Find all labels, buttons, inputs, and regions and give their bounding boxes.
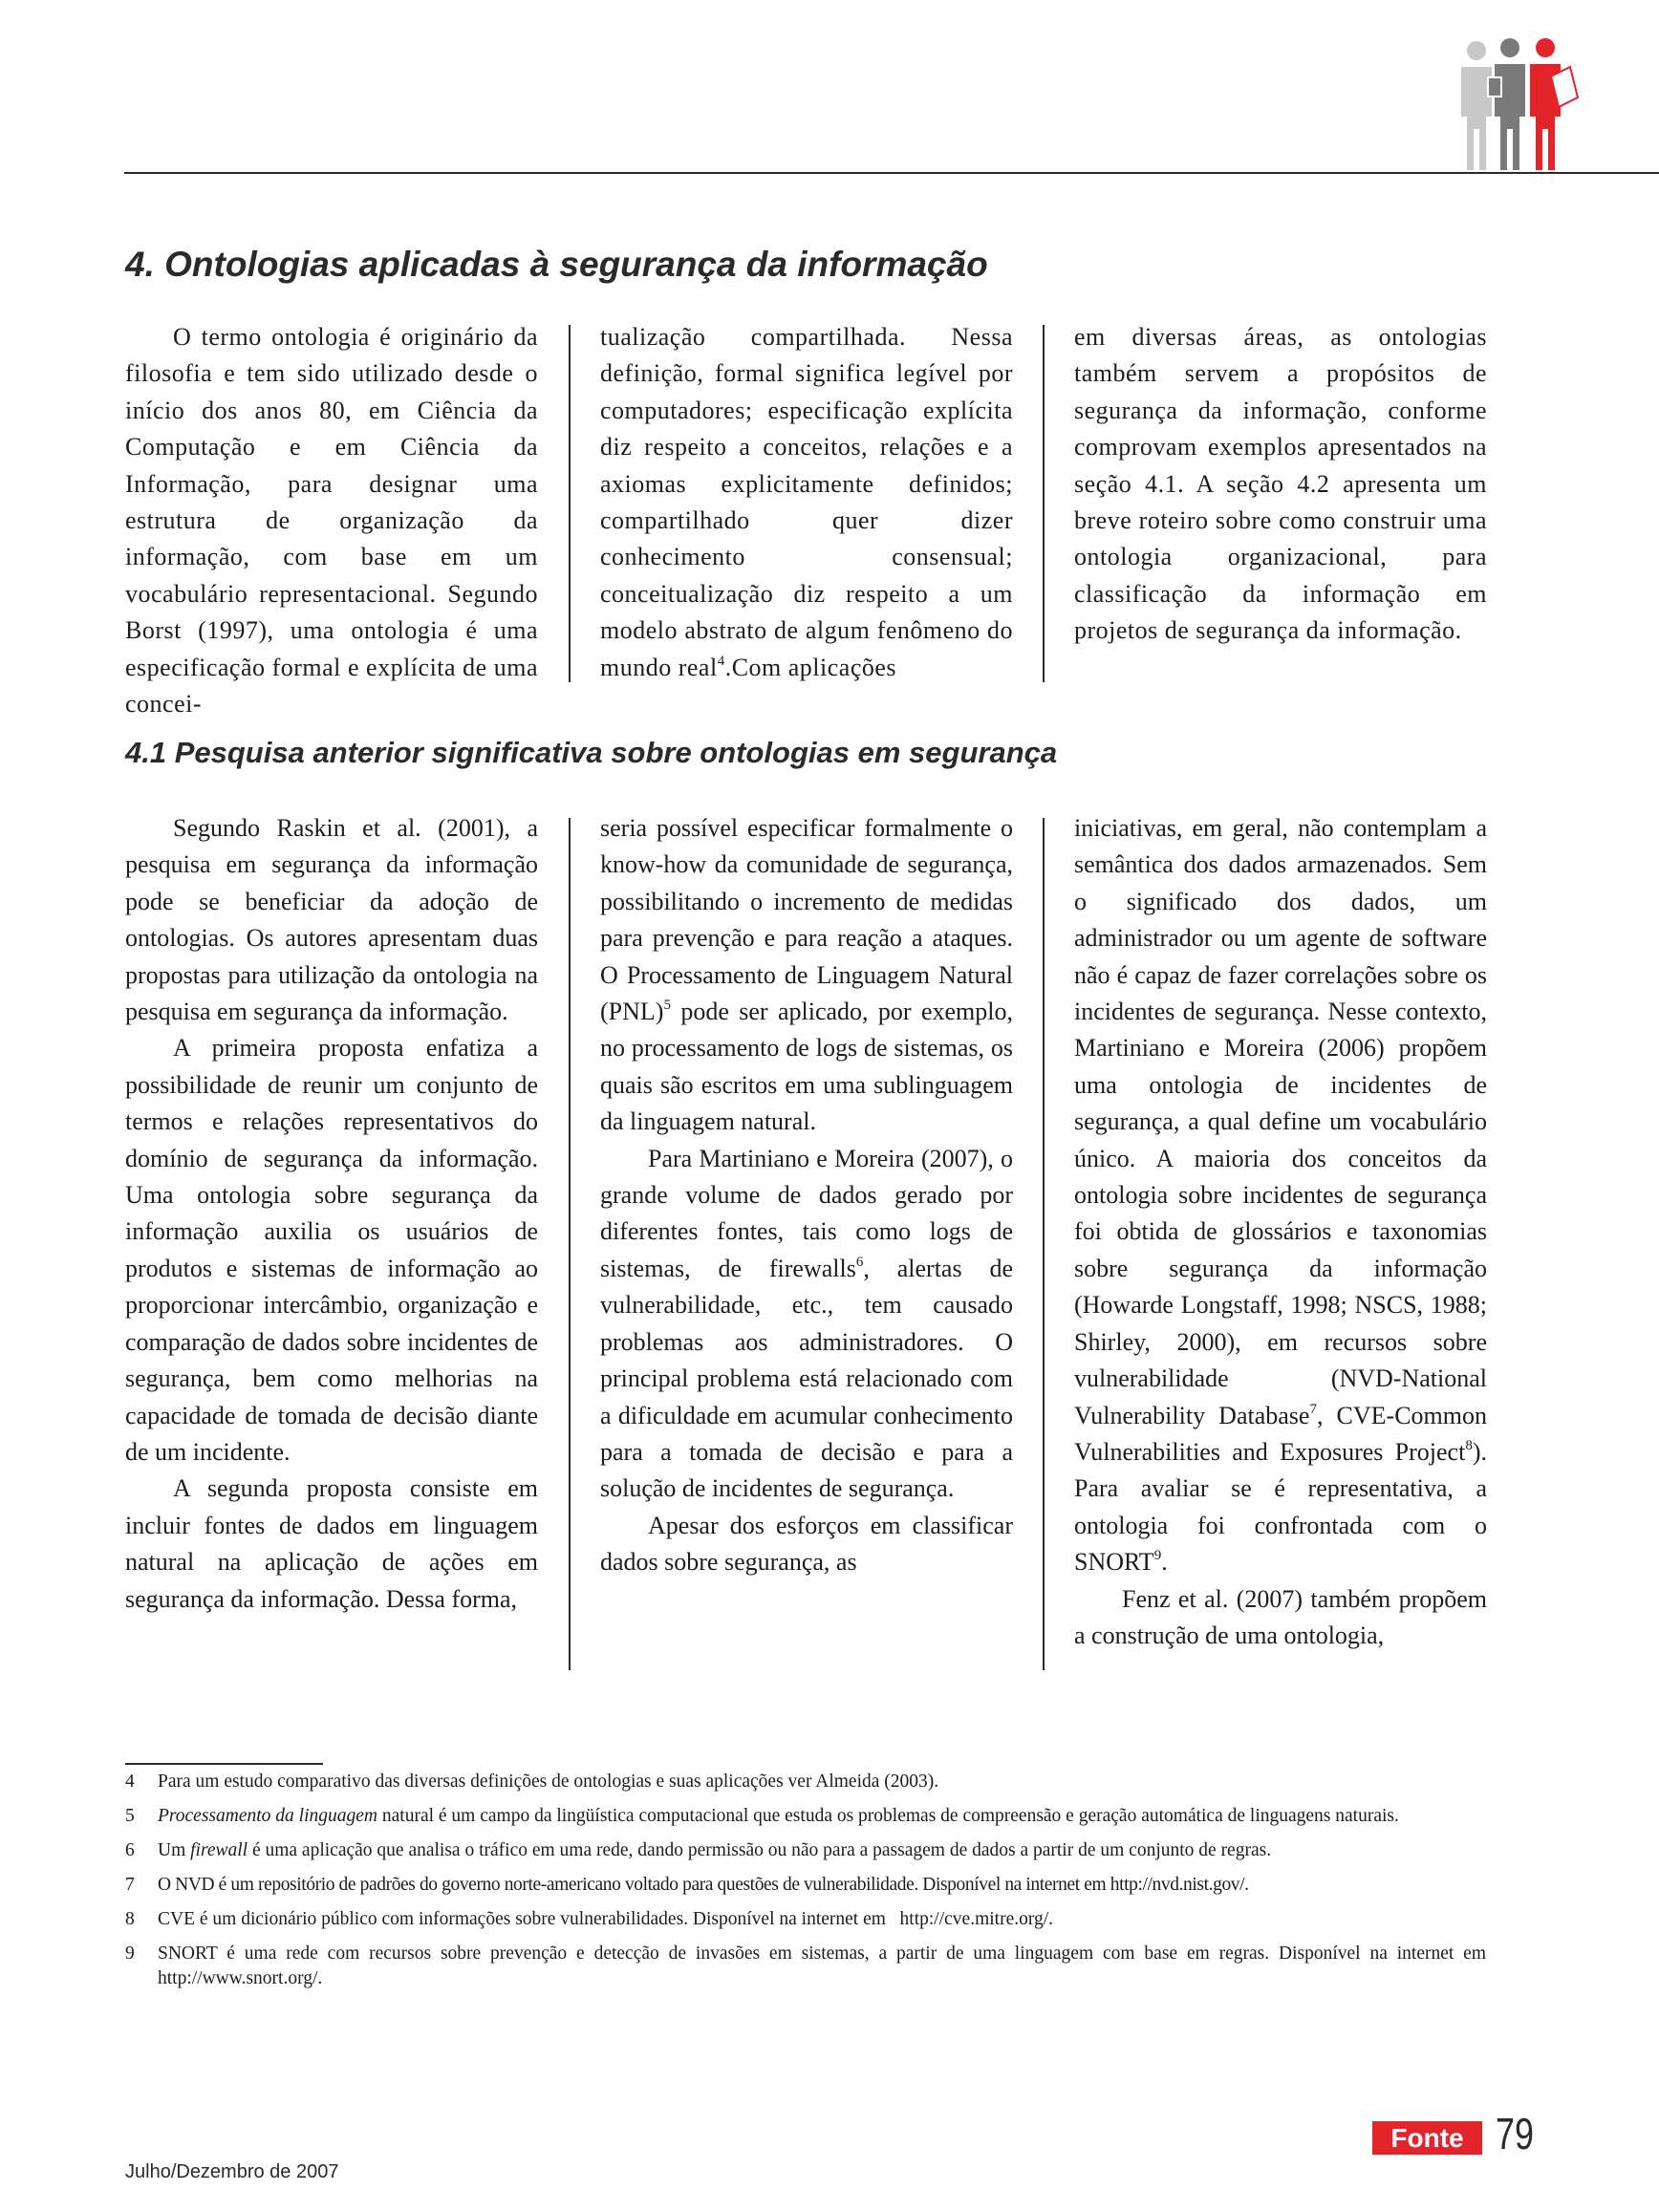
footnote-number: 4 [125,1772,135,1792]
person-figure-light [1461,41,1492,170]
page-number: 79 [1496,2109,1534,2158]
footnote-italic-term: firewall [190,1840,248,1860]
paragraph-text: , CVE-Common Vulnerabilities and Exposures Project [1074,1401,1487,1466]
footnote-number: 5 [125,1806,135,1826]
paragraph-text: ). Para avaliar se é representativa, a ontologia foi confrontada com o SNORT [1074,1437,1487,1577]
footnote-number: 7 [125,1875,135,1895]
footnote-ref-8: 8 [1465,1437,1473,1453]
section-4-column-2 [600,319,1013,686]
footnote-ref-6: 6 [855,1254,864,1270]
section-4-1-column-1 [125,810,538,1618]
footnote-italic-term: Processamento da linguagem [158,1806,377,1826]
paragraph: O termo ontologia é originário da filosofia e tem sido utilizado desde o início dos anos 80, em Ciência da Computação e em Ciência da Informação, para designar uma estrutura de organização da informação, com base em um vocabulário representacional. Segundo Borst (1997), uma ontologia é uma especificação formal e explícita de uma concei- [125,323,538,719]
section-4-column-1 [125,319,538,722]
footnote-7 [125,1873,1486,1898]
paragraph [600,1141,1013,1508]
paragraph [600,810,1013,1141]
footnote-text: O NVD é um repositório de padrões do governo norte-americano voltado para questões de vulnerabilidade. Disponível na internet em http://nvd.nist.gov/. [158,1875,1249,1895]
paragraph: em diversas áreas, as ontologias também servem a propósitos de segurança da informação, conforme comprovam exemplos apresentados na seção 4.1. A seção 4.2 apresenta um breve roteiro sobre como construir uma ontologia organizacional, para classificação da informação em projetos de segurança da informação. [1074,323,1487,645]
footnote-9 [125,1942,1486,1991]
paragraph-text: Para Martiniano e Moreira (2007), o grande volume de dados gerado por diferentes fontes, tais como logs de sistemas, de firewalls [600,1144,1013,1282]
footnote-ref-7: 7 [1309,1401,1317,1417]
footnote-6 [125,1838,1486,1863]
section-4-1-column-3 [1074,810,1487,1654]
paragraph-text: seria possível especificar formalmente o know-how da comunidade de segurança, possibilitando o incremento de medidas para prevenção e para reação a ataques. O Processamento de Linguagem Natural (PNL) [600,814,1013,1026]
magazine-brand-badge: Fonte [1372,2121,1482,2155]
footnote-ref-9: 9 [1153,1548,1162,1564]
footnote-text: Para um estudo comparativo das diversas definições de ontologias e suas aplicações ver Almeida (2003). [158,1772,939,1792]
footnote-text: Um [158,1840,191,1860]
footnote-5 [125,1804,1486,1829]
column-divider [569,325,571,682]
footnote-ref-4: 4 [717,653,725,669]
footnote-text: é uma aplicação que analisa o tráfico em uma rede, dando permissão ou não para a passagem de dados a partir de um conjunto de regras. [248,1840,1272,1860]
paragraph: Fenz et al. (2007) também propõem a construção de uma ontologia, [1074,1584,1487,1649]
footnote-rule [125,1763,323,1765]
header-rule [124,172,1659,174]
paragraph-text: , alertas de vulnerabilidade, etc., tem causado problemas aos administradores. O principal problema está relacionado com a dificuldade em acumular conhecimento para a tomada de decisão e para a solução de incidentes de segurança. [600,1254,1013,1503]
paragraph: A segunda proposta consiste em incluir fontes de dados em linguagem natural na aplicação de ações em segurança da informação. Dessa forma, [125,1474,538,1613]
paragraph-text: .Com aplicações [724,653,897,681]
footnote-text: CVE é um dicionário público com informações sobre vulnerabilidades. Disponível na internet em http://cve.mitre.org/. [158,1909,1054,1929]
column-divider [569,818,571,1670]
paragraph [600,319,1013,686]
footnotes [125,1770,1486,2001]
footnote-4 [125,1770,1486,1794]
footnote-number: 8 [125,1909,135,1929]
paragraph-text: . [1161,1548,1168,1577]
paragraph: A primeira proposta enfatiza a possibilidade de reunir um conjunto de termos e relações representativos do domínio de segurança da informação. Uma ontologia sobre segurança da informação auxilia os usuários de produtos e sistemas de informação ao proporcionar intercâmbio, organização e comparação de dados sobre incidentes de segurança, bem como melhorias na capacidade de tomada de decisão diante de um incidente. [125,1034,538,1466]
person-figure-red [1530,38,1578,170]
paragraph-text: pode ser aplicado, por exemplo, no processamento de logs de sistemas, os quais são escritos em uma sublinguagem da linguagem natural. [600,998,1013,1136]
footnote-number: 6 [125,1840,135,1860]
footnote-8 [125,1907,1486,1932]
section-4-1-heading: 4.1 Pesquisa anterior significativa sobre ontologias em segurança [125,736,1058,769]
section-4-1-column-2 [600,810,1013,1581]
section-4-column-3 [1074,319,1487,650]
footnote-number: 9 [125,1944,135,1964]
footnote-text: natural é um campo da lingüística computacional que estuda os problemas de compreensão e geração automática de linguagens naturais. [377,1806,1399,1826]
paragraph [1074,810,1487,1581]
paragraph: Apesar dos esforços em classificar dados sobre segurança, as [600,1511,1013,1577]
paragraph-text: iniciativas, em geral, não contemplam a semântica dos dados armazenados. Sem o significado dos dados, um administrador ou um agente de software não é capaz de fazer correlações sobre os incidentes de segurança. Nesse contexto, Martiniano e Moreira (2006) propõem uma ontologia de incidentes de segurança, a qual define um vocabulário único. A maioria dos conceitos da ontologia sobre incidentes de segurança foi obtida de glossários e taxonomias sobre segurança da informação (Howarde Longstaff, 1998; NSCS, 1988; Shirley, 2000), em recursos sobre vulnerabilidade (NVD-National Vulnerability Database [1074,814,1487,1429]
footnote-ref-5: 5 [663,998,671,1014]
column-divider [1043,325,1045,682]
paragraph: Segundo Raskin et al. (2001), a pesquisa em segurança da informação pode se beneficiar da adoção de ontologias. Os autores apresentam duas propostas para utilização da ontologia na pesquisa em segurança da informação. [125,814,538,1026]
issue-date: Julho/Dezembro de 2007 [125,2161,339,2182]
footnote-text: SNORT é uma rede com recursos sobre prevenção e detecção de invasões em sistemas, a partir de uma linguagem com base em regras. Disponível na internet em http://www.snort.org/. [158,1944,1486,1988]
section-4-heading: 4. Ontologias aplicadas à segurança da informação [125,245,988,284]
magazine-logo-people-icon [1448,38,1586,172]
person-figure-dark [1487,38,1525,170]
column-divider [1043,818,1045,1670]
paragraph-text: tualização compartilhada. Nessa definição, formal significa legível por computadores; especificação explícita diz respeito a conceitos, relações e a axiomas explicitamente definidos; compartilhado quer dizer conhecimento consensual; conceitualização diz respeito a um modelo abstrato de algum fenômeno do mundo real [600,323,1013,681]
